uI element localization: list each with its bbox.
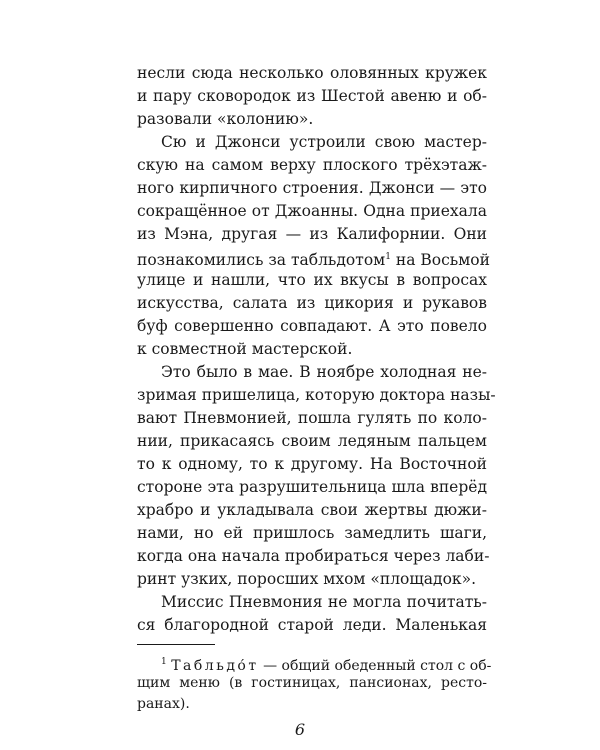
footnote-marker: 1: [161, 657, 167, 667]
text-line: зримая пришелица, которую доктора назы-: [137, 386, 496, 404]
footnote-definition: — общий обеденный стол с об-: [263, 658, 492, 674]
text-line: разовали «колонию».: [137, 110, 314, 128]
text-line: буф совершенно совпадают. А это повело: [137, 317, 487, 335]
text-line: ринт узких, поросших мхом «площадок».: [137, 570, 477, 588]
text-line: то к одному, то к другому. На Восточной: [137, 455, 487, 473]
text-line: храбро и укладывала свои жертвы дюжи-: [137, 501, 487, 519]
text-line: нии, прикасаясь своим ледяным пальцем: [137, 432, 487, 450]
footnote-term: Табльдо́т: [171, 658, 259, 674]
text-line: несли сюда несколько оловянных кружек: [137, 64, 487, 82]
text-line: скую на самом верху плоского трёхэтаж-: [137, 156, 487, 174]
text-fragment: на Восьмой: [395, 251, 490, 269]
text-line: к совместной мастерской.: [137, 340, 353, 358]
text-line: вают Пневмонией, пошла гулять по коло-: [137, 409, 487, 427]
text-line: улице и нашли, что их вкусы в вопросах: [137, 271, 487, 289]
text-line: Миссис Пневмония не могла почитать-: [161, 593, 487, 611]
footnote-line: щим меню (в гостиницах, пансионах, ресто-: [137, 675, 487, 691]
text-line: ся благородной старой леди. Маленькая: [137, 616, 487, 634]
footnote-line: ранах).: [137, 696, 190, 712]
text-line: Это было в мае. В ноябре холодная не-: [161, 363, 487, 381]
text-fragment: познакомились за табльдотом: [137, 251, 386, 269]
text-line: Сю и Джонси устроили свою мастер-: [161, 133, 487, 151]
text-line: из Мэна, другая — из Калифорнии. Они: [137, 225, 487, 243]
text-line: ного кирпичного строения. Джонси — это: [137, 179, 487, 197]
footnote-line: [161, 651, 492, 674]
text-line: стороне эта разрушительница шла вперёд: [137, 478, 487, 496]
text-line: [137, 247, 490, 269]
footnote-divider: [137, 644, 215, 645]
text-line: когда она начала пробираться через лаби-: [137, 547, 490, 565]
text-line: сокращённое от Джоанны. Одна приехала: [137, 202, 487, 220]
text-line: нами, но ей пришлось замедлить шаги,: [137, 524, 487, 542]
text-line: искусства, салата из цикория и рукавов: [137, 294, 487, 312]
footnote-reference: 1: [385, 252, 391, 262]
page-number: 6: [294, 720, 306, 739]
text-line: и пару сковородок из Шестой авеню и об-: [137, 87, 487, 105]
